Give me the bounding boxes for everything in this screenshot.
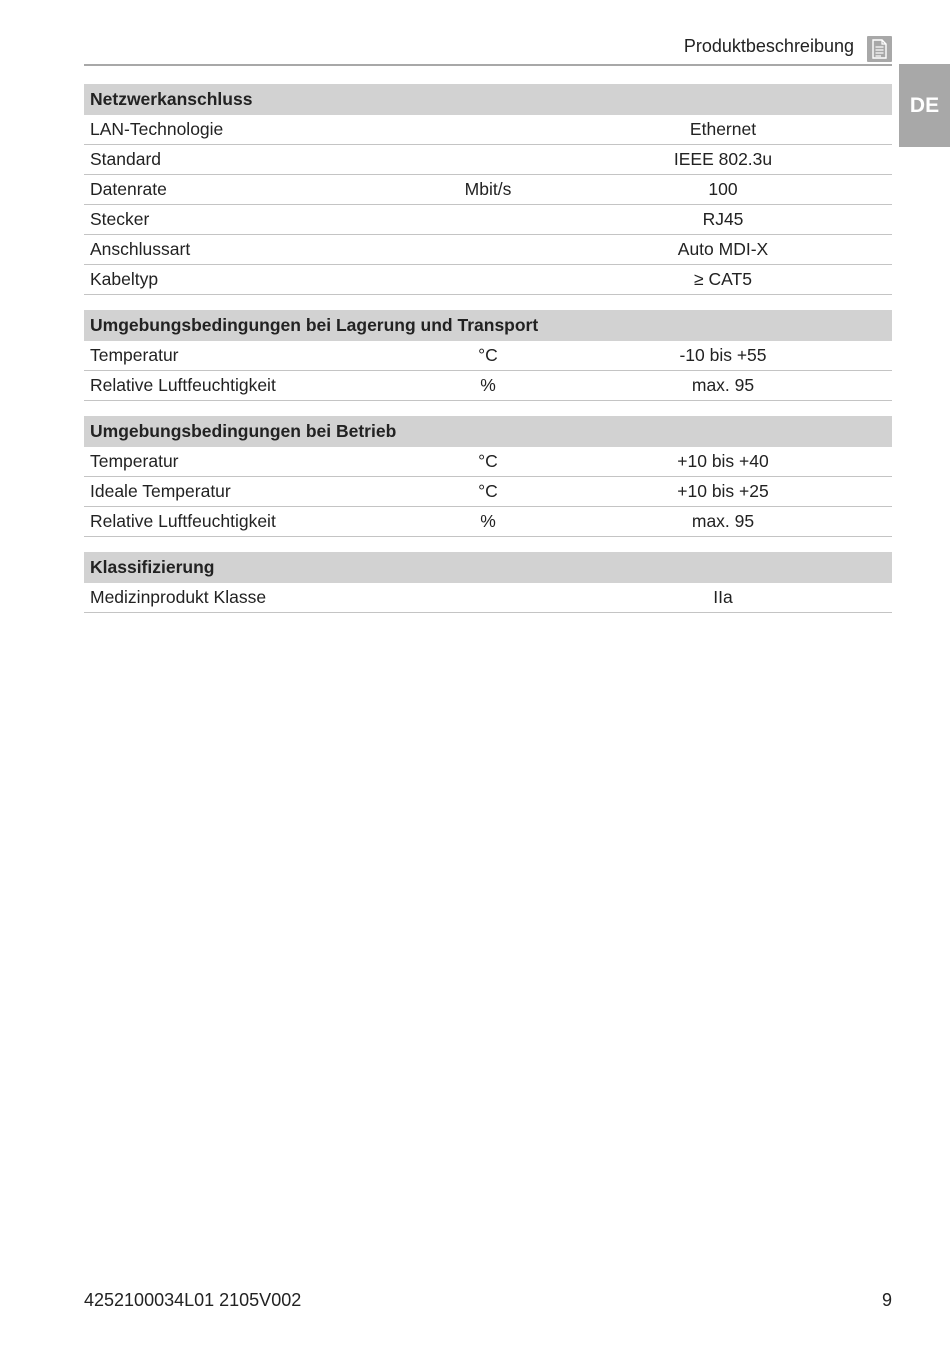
table-row xyxy=(84,447,892,477)
language-tab: DE xyxy=(899,64,950,147)
row-unit xyxy=(408,145,568,174)
row-label: Standard xyxy=(90,149,162,169)
row-unit: % xyxy=(480,375,496,395)
page-number: 9 xyxy=(881,1290,892,1310)
row-label: LAN-Technologie xyxy=(90,119,224,139)
row-label: Datenrate xyxy=(90,179,167,199)
row-unit: °C xyxy=(478,345,498,365)
spec-tables xyxy=(84,84,892,628)
section-title: Umgebungsbedingungen bei Lagerung und Transport xyxy=(84,310,892,341)
table-row xyxy=(84,265,892,295)
row-unit xyxy=(408,235,568,264)
section-title: Netzwerkanschluss xyxy=(84,84,892,115)
section-betrieb xyxy=(84,416,892,537)
section-lagerung-transport xyxy=(84,310,892,401)
row-unit: Mbit/s xyxy=(464,179,512,199)
table-row xyxy=(84,115,892,145)
table-row xyxy=(84,477,892,507)
row-value: IEEE 802.3u xyxy=(673,149,773,169)
table-row xyxy=(84,235,892,265)
section-klassifizierung xyxy=(84,552,892,613)
section-netzwerkanschluss xyxy=(84,84,892,295)
row-label: Temperatur xyxy=(90,451,179,471)
row-value: Ethernet xyxy=(689,119,757,139)
document-icon xyxy=(867,36,892,62)
table-row xyxy=(84,145,892,175)
row-label: Relative Luftfeuchtigkeit xyxy=(90,375,276,395)
row-label: Stecker xyxy=(90,209,150,229)
row-unit: °C xyxy=(478,481,498,501)
row-unit xyxy=(408,205,568,234)
row-value: 100 xyxy=(708,179,738,199)
row-value: IIa xyxy=(713,587,733,607)
row-label: Anschlussart xyxy=(90,239,191,259)
row-label: Relative Luftfeuchtigkeit xyxy=(90,511,276,531)
row-label: Kabeltyp xyxy=(90,269,159,289)
header-title: Produktbeschreibung xyxy=(683,36,854,56)
row-value: max. 95 xyxy=(691,511,755,531)
row-value: Auto MDI-X xyxy=(677,239,769,259)
table-row xyxy=(84,371,892,401)
section-title: Umgebungsbedingungen bei Betrieb xyxy=(84,416,892,447)
table-row xyxy=(84,507,892,537)
row-unit: % xyxy=(480,511,496,531)
table-row xyxy=(84,205,892,235)
row-value: max. 95 xyxy=(691,375,755,395)
row-value: ≥ CAT5 xyxy=(694,269,752,289)
table-row xyxy=(84,175,892,205)
row-unit xyxy=(408,583,568,612)
row-value: +10 bis +25 xyxy=(677,481,769,501)
section-title: Klassifizierung xyxy=(84,552,892,583)
row-value: -10 bis +55 xyxy=(679,345,767,365)
page-header xyxy=(84,34,892,66)
table-row xyxy=(84,341,892,371)
footer-doc-code: 4252100034L01 2105V002 xyxy=(84,1290,302,1310)
row-unit: °C xyxy=(478,451,498,471)
row-label: Temperatur xyxy=(90,345,179,365)
row-label: Ideale Temperatur xyxy=(90,481,231,501)
row-unit xyxy=(408,265,568,294)
row-value: +10 bis +40 xyxy=(677,451,769,471)
table-row xyxy=(84,583,892,613)
row-value: RJ45 xyxy=(702,209,744,229)
row-unit xyxy=(408,115,568,144)
row-label: Medizinprodukt Klasse xyxy=(90,587,267,607)
